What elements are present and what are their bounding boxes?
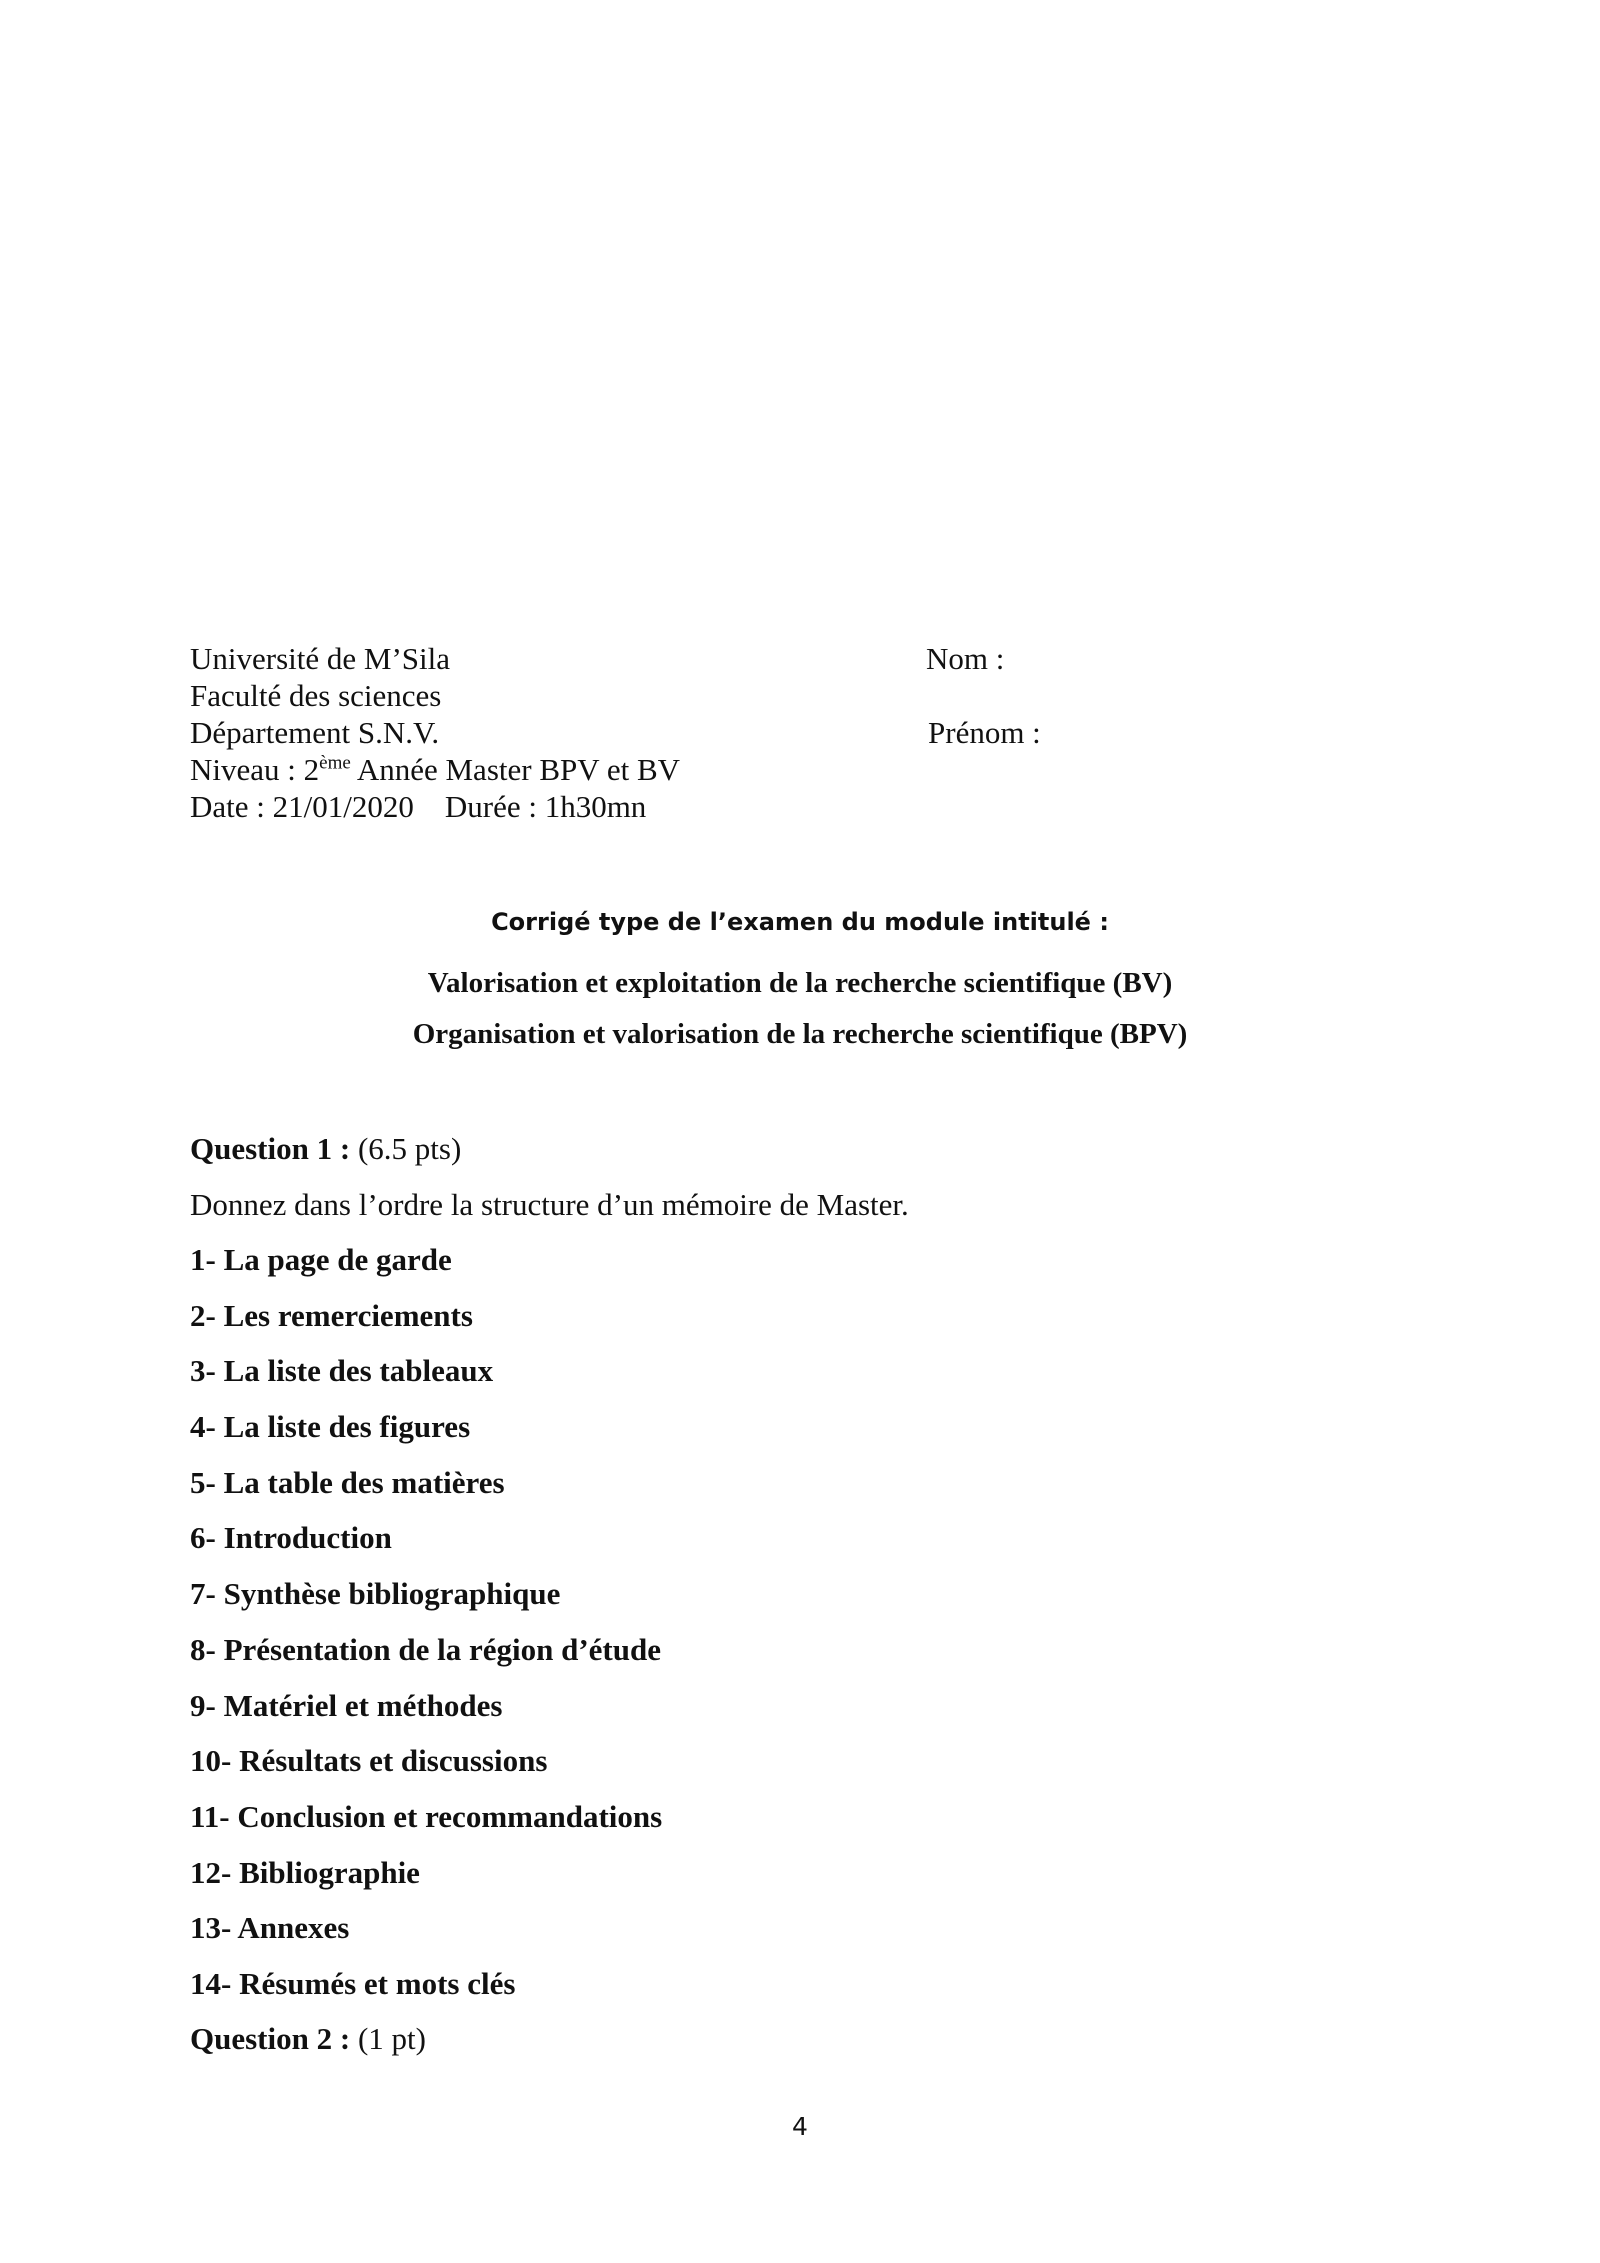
list-item: 2- Les remerciements — [190, 1297, 473, 1333]
list-item: 3- La liste des tableaux — [190, 1353, 494, 1389]
question-1-label: Question 1 : — [190, 1131, 351, 1166]
level-line — [190, 751, 680, 788]
list-item: 14- Résumés et mots clés — [190, 1965, 516, 2001]
list-item: 9- Matériel et méthodes — [190, 1687, 503, 1723]
answer-list — [190, 1232, 662, 2012]
list-item: 8- Présentation de la région d’étude — [190, 1631, 661, 1667]
module-title-bv: Valorisation et exploitation de la recherche scientifique (BV) — [427, 967, 1173, 999]
level-prefix: Niveau : 2 — [190, 752, 320, 787]
list-item: 12- Bibliographie — [190, 1854, 420, 1890]
date-line: Date : 21/01/2020 Durée : 1h30mn — [190, 789, 647, 824]
question-2-points: (1 pt) — [350, 2021, 426, 2056]
question-2-heading — [190, 2021, 426, 2057]
question-2-label: Question 2 : — [190, 2021, 351, 2056]
nom-label: Nom : — [926, 641, 1005, 676]
list-item: 13- Annexes — [190, 1910, 350, 1946]
list-item: 1- La page de garde — [190, 1242, 452, 1277]
list-item: 6- Introduction — [190, 1520, 392, 1556]
module-title-bpv: Organisation et valorisation de la recherche scientifique (BPV) — [412, 1018, 1188, 1050]
exam-title: Corrigé type de l’examen du module intitulé : — [491, 908, 1109, 936]
list-item: 10- Résultats et discussions — [190, 1743, 548, 1779]
prenom-label: Prénom : — [928, 715, 1041, 750]
list-item: 11- Conclusion et recommandations — [190, 1798, 663, 1834]
level-superscript: ème — [319, 752, 351, 774]
faculty-name: Faculté des sciences — [190, 678, 442, 713]
question-1-text: Donnez dans l’ordre la structure d’un mémoire de Master. — [190, 1187, 909, 1222]
list-item: 7- Synthèse bibliographique — [190, 1576, 561, 1612]
level-suffix: Année Master BPV et BV — [350, 752, 681, 787]
question-1-heading — [190, 1131, 461, 1167]
question-1-points: (6.5 pts) — [350, 1131, 462, 1166]
list-item: 4- La liste des figures — [190, 1409, 471, 1445]
university-name: Université de M’Sila — [190, 641, 451, 676]
department-name: Département S.N.V. — [190, 715, 440, 750]
page-number: 4 — [792, 2112, 808, 2141]
list-item: 5- La table des matières — [190, 1464, 505, 1500]
